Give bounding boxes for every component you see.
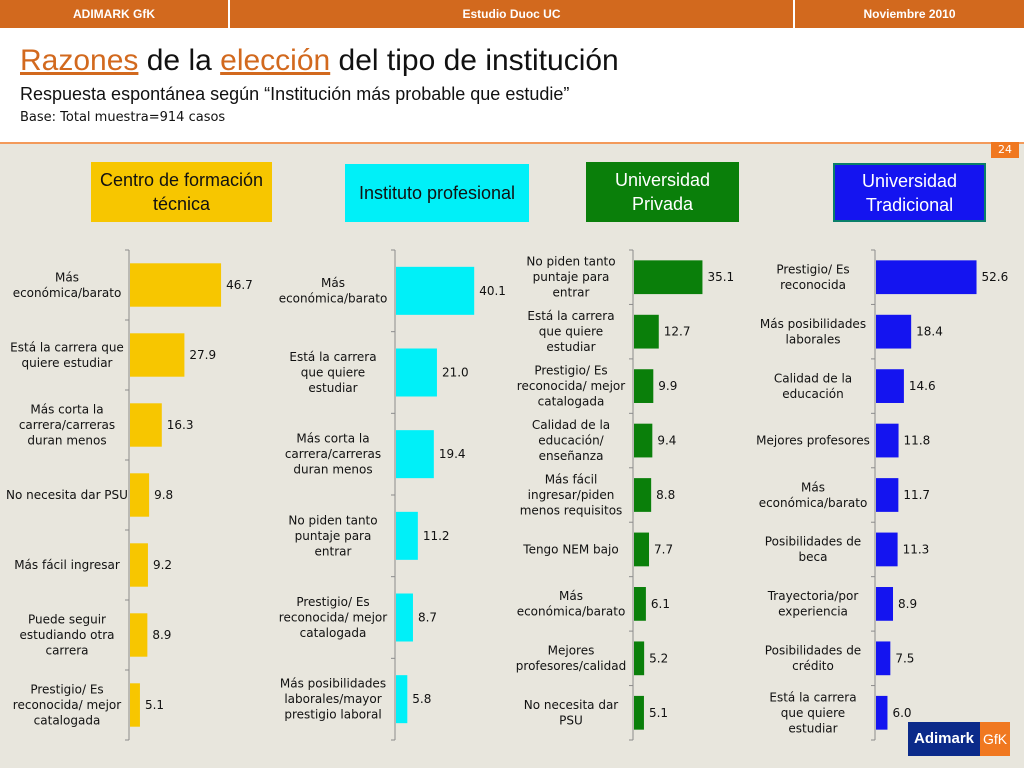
title-text-1: de la <box>138 44 221 77</box>
page-title <box>20 44 619 78</box>
bar <box>876 260 977 294</box>
category-label: Posibilidades de crédito <box>764 643 862 674</box>
bar <box>396 267 474 315</box>
category-label: Prestigio/ Es reconocida/ mejor catalogada <box>516 363 626 409</box>
data-label: 6.1 <box>650 596 670 611</box>
data-label: 8.9 <box>898 596 918 611</box>
bar <box>130 683 140 726</box>
bar <box>130 473 149 516</box>
data-label: 19.4 <box>438 447 466 462</box>
data-label: 7.7 <box>654 542 674 557</box>
bar <box>130 613 147 656</box>
institution-box-up: Universidad Privada <box>586 162 739 222</box>
bar <box>396 430 434 478</box>
data-label: 18.4 <box>916 324 943 339</box>
category-label: Está la carrera que quiere estudiar <box>10 340 124 370</box>
category-label: Puede seguir estudiando otra carrera <box>19 612 115 658</box>
data-label: 35.1 <box>707 270 735 285</box>
data-label: 7.5 <box>895 651 915 666</box>
title-text-2: del tipo de institución <box>330 44 619 77</box>
category-label: Más económica/barato <box>758 480 868 510</box>
category-label: Más económica/barato <box>12 270 122 300</box>
category-label: No necesita dar PSU <box>6 488 128 502</box>
data-label: 11.3 <box>902 542 930 557</box>
bar-chart-up <box>503 250 753 740</box>
bar <box>396 512 418 560</box>
category-label: Más fácil ingresar/piden menos requisitos <box>519 472 623 518</box>
bar <box>130 543 148 586</box>
category-label: No necesita dar PSU <box>523 698 619 728</box>
category-label: Mejores profesores <box>756 433 870 448</box>
data-label: 9.4 <box>657 433 677 448</box>
bar <box>130 333 184 376</box>
bar <box>130 263 221 306</box>
data-label: 9.2 <box>152 558 173 572</box>
data-label: 5.1 <box>144 698 165 712</box>
data-label: 27.9 <box>189 348 217 362</box>
category-label: Más posibilidades laborales <box>759 316 867 347</box>
bar <box>634 696 644 730</box>
data-label: 11.7 <box>903 488 931 502</box>
logo-gfk: GfK <box>980 722 1010 756</box>
top-bar <box>0 0 1024 28</box>
bar <box>130 403 162 446</box>
bar <box>396 594 413 642</box>
category-label: Más corta la carrera/carreras duran menos <box>284 431 382 477</box>
data-label: 8.7 <box>417 610 438 625</box>
category-label: Está la carrera que quiere estudiar <box>289 350 377 395</box>
bar <box>634 424 652 458</box>
bar <box>396 675 407 723</box>
bar <box>634 315 659 349</box>
bar <box>876 424 899 458</box>
data-label: 5.8 <box>412 692 432 707</box>
bar <box>876 641 890 675</box>
chart-panel-up <box>503 250 753 740</box>
data-label: 16.3 <box>166 418 194 432</box>
data-label: 11.8 <box>903 433 931 448</box>
category-label: Está la carrera que quiere estudiar <box>769 690 857 736</box>
chart-panel-ip <box>260 250 510 740</box>
topbar-date: Noviembre 2010 <box>863 7 956 21</box>
bar <box>634 587 646 621</box>
bar <box>634 260 702 294</box>
category-label: No piden tanto puntaje para entrar <box>526 254 616 300</box>
category-label: Prestigio/ Es reconocida <box>776 262 850 292</box>
bar <box>634 478 651 512</box>
institution-box-ip: Instituto profesional <box>345 164 529 222</box>
category-label: Más corta la carrera/carreras duran menos <box>18 402 116 448</box>
data-label: 14.6 <box>908 379 936 394</box>
category-label: Más posibilidades laborales/mayor prestigio laboral <box>279 676 387 722</box>
category-label: Calidad de la educación/ enseñanza <box>531 418 611 464</box>
bar <box>876 696 887 730</box>
category-label: Trayectoria/por experiencia <box>767 589 859 619</box>
bar <box>876 587 893 621</box>
adimark-gfk-logo <box>908 722 1010 756</box>
category-label: Prestigio/ Es reconocida/ mejor catalogada <box>12 682 122 728</box>
data-label: 12.7 <box>663 324 691 339</box>
title-highlight-2: elección <box>220 44 331 77</box>
category-label: Calidad de la educación <box>773 371 853 401</box>
category-label: Mejores profesores/calidad <box>515 643 627 674</box>
bar <box>634 641 644 675</box>
bar <box>634 533 649 567</box>
topbar-company: ADIMARK GfK <box>73 7 155 21</box>
data-label: 46.7 <box>226 278 253 292</box>
data-label: 21.0 <box>441 365 469 380</box>
bar-chart-cft <box>0 250 253 740</box>
bar <box>876 315 911 349</box>
institution-box-ut: Universidad Tradicional <box>833 163 986 222</box>
title-highlight-1: Razones <box>20 44 139 77</box>
institution-box-cft: Centro de formación técnica <box>91 162 272 222</box>
data-label: 40.1 <box>479 283 506 298</box>
chart-panel-cft <box>0 250 253 740</box>
bar <box>876 369 904 403</box>
bar <box>634 369 653 403</box>
category-label: Prestigio/ Es reconocida/ mejor catalogada <box>278 595 388 640</box>
page-subtitle: Respuesta espontánea según “Institución más probable que estudie” <box>20 84 570 104</box>
data-label: 52.6 <box>981 270 1009 285</box>
category-label: Más fácil ingresar <box>14 558 120 572</box>
bar <box>876 533 898 567</box>
page-number: 24 <box>991 142 1019 158</box>
bar <box>876 478 898 512</box>
data-label: 11.2 <box>422 528 450 543</box>
category-label: Más económica/barato <box>516 589 626 619</box>
bar-chart-ip <box>260 250 510 740</box>
category-label: No piden tanto puntaje para entrar <box>288 513 378 559</box>
data-label: 5.2 <box>649 651 669 666</box>
data-label: 8.9 <box>152 628 172 642</box>
bar <box>396 349 437 397</box>
data-label: 9.9 <box>658 379 678 394</box>
sample-base: Base: Total muestra=914 casos <box>20 110 226 125</box>
topbar-study: Estudio Duoc UC <box>462 7 561 21</box>
data-label: 9.8 <box>154 488 174 502</box>
data-label: 6.0 <box>892 705 912 720</box>
logo-adimark: Adimark <box>908 722 980 756</box>
data-label: 8.8 <box>656 488 676 502</box>
category-label: Tengo NEM bajo <box>523 542 619 557</box>
category-label: Está la carrera que quiere estudiar <box>527 309 615 355</box>
category-label: Posibilidades de beca <box>764 534 862 565</box>
data-label: 5.1 <box>648 705 669 720</box>
category-label: Más económica/barato <box>278 276 388 306</box>
